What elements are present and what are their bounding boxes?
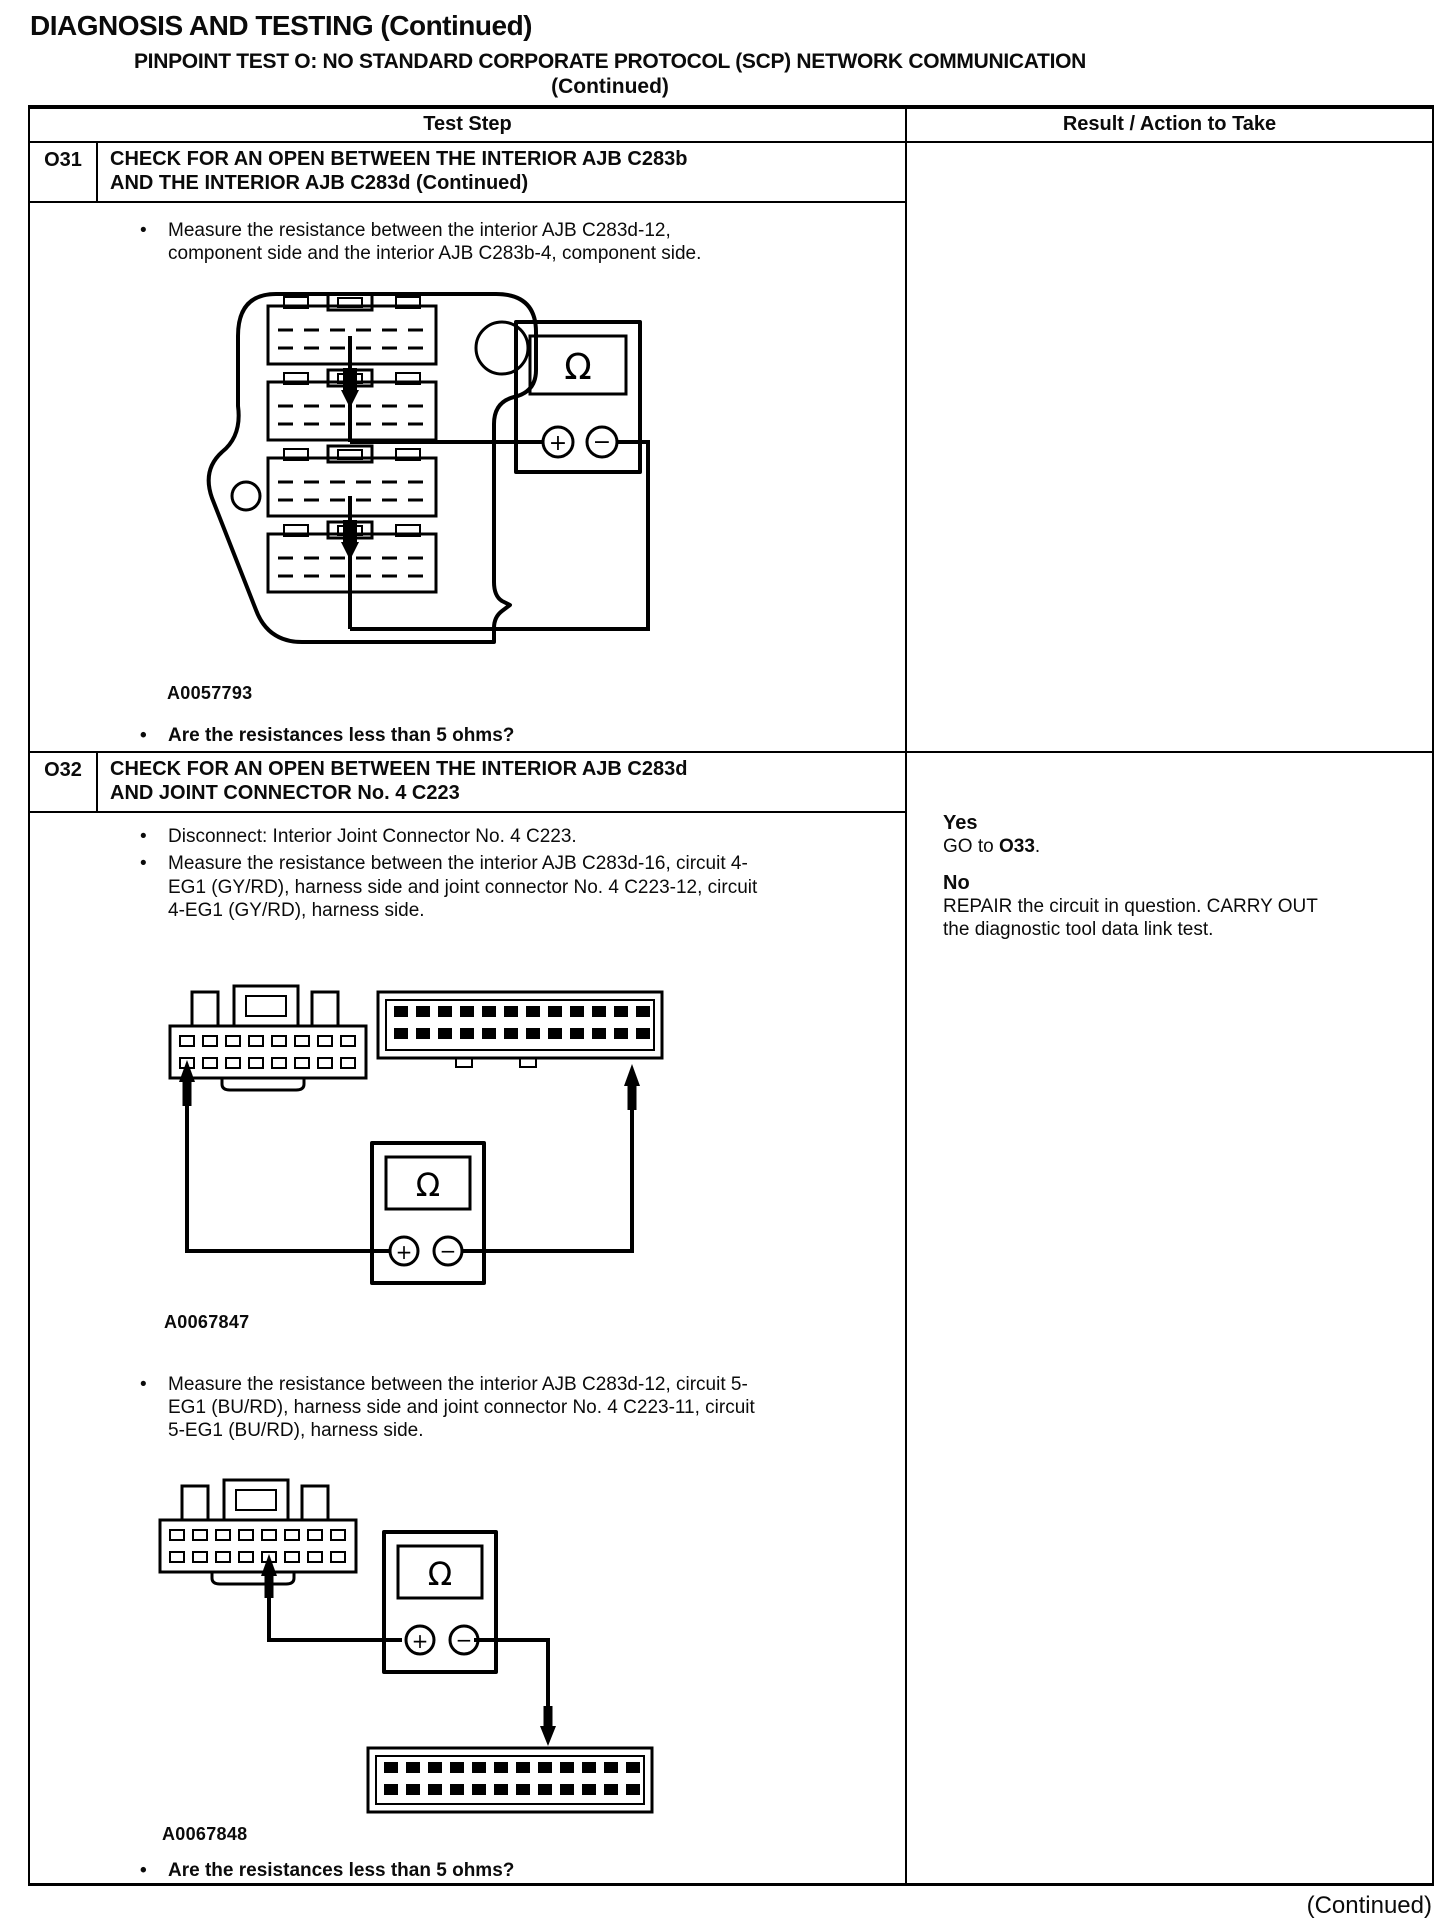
o31-instruction-text: Measure the resistance between the interior AJB C283d-12, component side and the interior AJB C283b-4, component side. bbox=[168, 220, 702, 265]
o32-measure1-text: Measure the resistance between the interior AJB C283d-16, circuit 4-EG1 (GY/RD), harness side and joint connector No. 4 C223-12, circuit 4-EG1 (GY/RD), harness side. bbox=[168, 853, 758, 921]
o32-step-content bbox=[30, 813, 905, 1882]
joint-pins-row1 bbox=[394, 1006, 650, 1017]
result-yes-target: O33 bbox=[998, 836, 1035, 858]
minus-symbol: − bbox=[455, 1628, 473, 1653]
o31-instruction-bullet bbox=[62, 219, 899, 265]
figure-label-a0057793: A0057793 bbox=[167, 682, 253, 703]
o32-title-line1: CHECK FOR AN OPEN BETWEEN THE INTERIOR AJB C283d bbox=[110, 758, 688, 780]
o31-header-band bbox=[30, 143, 905, 203]
plus-symbol: + bbox=[395, 1239, 413, 1264]
page-title: DIAGNOSIS AND TESTING (Continued) bbox=[30, 10, 532, 41]
result-no-block bbox=[943, 871, 1418, 942]
o32-question-text: Are the resistances less than 5 ohms? bbox=[168, 1860, 515, 1882]
o32-question-bullet bbox=[62, 1859, 899, 1882]
o31-question-text: Are the resistances less than 5 ohms? bbox=[168, 724, 515, 746]
pinpoint-test-table bbox=[28, 105, 1434, 1886]
plus-symbol: + bbox=[548, 430, 568, 456]
o32-step-title bbox=[98, 753, 905, 811]
o32-disconnect-text: Disconnect: Interior Joint Connector No. 4 C223. bbox=[168, 826, 577, 848]
o31-title-line2: AND THE INTERIOR AJB C283d (Continued) bbox=[110, 171, 529, 194]
diagram-connectors-ohmmeter-2 bbox=[150, 1470, 899, 1820]
probe-arrow-lower bbox=[341, 520, 359, 560]
result-yes-pre: GO to bbox=[943, 836, 999, 858]
probe-arrow-up bbox=[261, 1554, 277, 1598]
connector-pins-row1 bbox=[180, 1036, 355, 1046]
o31-title-line1: CHECK FOR AN OPEN BETWEEN THE INTERIOR AJB C283b bbox=[110, 148, 688, 170]
probe-arrow-left bbox=[179, 1060, 195, 1106]
o31-step-number: O31 bbox=[30, 143, 98, 201]
row-o31-test-step-cell bbox=[30, 141, 905, 751]
o32-disconnect-bullet bbox=[62, 825, 899, 848]
connector-pins-row2 bbox=[180, 1058, 355, 1068]
ohm-symbol: Ω bbox=[427, 1555, 453, 1594]
diagram-a0057793-svg bbox=[180, 284, 655, 674]
o32-title-line2: AND JOINT CONNECTOR No. 4 C223 bbox=[110, 781, 460, 804]
diagram-a0067848-svg bbox=[150, 1470, 670, 1815]
result-no-label: No bbox=[943, 871, 970, 894]
o32-measure1-bullet bbox=[62, 852, 899, 922]
o31-step-content bbox=[30, 203, 905, 747]
bullet-glyph: • bbox=[140, 1373, 147, 1395]
probe-arrow-down bbox=[540, 1706, 556, 1746]
ohmmeter bbox=[372, 1143, 484, 1283]
column-header-test-step: Test Step bbox=[423, 113, 512, 135]
bullet-glyph: • bbox=[140, 826, 147, 848]
joint-connector-c223 bbox=[378, 992, 662, 1067]
o32-header-band bbox=[30, 753, 905, 813]
test-leads bbox=[269, 1596, 548, 1710]
pinpoint-test-heading bbox=[40, 50, 1180, 99]
mounting-hole-large bbox=[476, 322, 528, 374]
page-continued-note: (Continued) bbox=[1306, 1891, 1432, 1919]
probe-arrow-upper bbox=[341, 368, 359, 408]
mounting-hole-small bbox=[232, 482, 260, 510]
result-yes-action bbox=[943, 835, 1418, 858]
fuse-panel-outline bbox=[209, 294, 536, 642]
o32-measure2-text: Measure the resistance between the interior AJB C283d-12, circuit 5-EG1 (BU/RD), harness side and joint connector No. 4 C223-11, circuit 5-EG1 (BU/RD), harness side. bbox=[168, 1373, 755, 1442]
connector-pins-row2 bbox=[170, 1552, 345, 1562]
ajb-harness-connector bbox=[160, 1480, 356, 1584]
connector-pins-row1 bbox=[170, 1530, 345, 1540]
ohm-symbol: Ω bbox=[415, 1165, 441, 1204]
ajb-harness-connector bbox=[170, 986, 366, 1090]
o31-step-title bbox=[98, 143, 905, 201]
diagram-a0067847-svg bbox=[160, 978, 670, 1303]
row-o31-result-cell bbox=[905, 141, 1432, 751]
joint-pins-row2 bbox=[384, 1784, 640, 1795]
bullet-glyph: • bbox=[140, 220, 147, 242]
column-header-result: Result / Action to Take bbox=[905, 109, 1432, 141]
joint-connector-c223 bbox=[368, 1748, 652, 1812]
o31-question-bullet bbox=[62, 724, 899, 747]
o32-measure2-bullet bbox=[62, 1373, 899, 1443]
figure-label-a0067847: A0067847 bbox=[164, 1311, 250, 1332]
ohm-symbol: Ω bbox=[564, 346, 592, 388]
figure-label-a0067848: A0067848 bbox=[162, 1824, 248, 1845]
pinpoint-test-continued: (Continued) bbox=[551, 75, 669, 98]
test-leads bbox=[187, 1104, 632, 1251]
ohmmeter bbox=[384, 1532, 496, 1672]
bullet-glyph: • bbox=[140, 724, 147, 746]
minus-symbol: − bbox=[592, 429, 612, 455]
probe-arrow-right bbox=[624, 1064, 640, 1110]
pinpoint-test-title: PINPOINT TEST O: NO STANDARD CORPORATE PROTOCOL (SCP) NETWORK COMMUNICATION bbox=[133, 50, 1087, 73]
result-no-action: REPAIR the circuit in question. CARRY OUT the diagnostic tool data link test. bbox=[943, 895, 1318, 941]
row-o32-test-step-cell bbox=[30, 751, 905, 1883]
joint-pins-row1 bbox=[384, 1762, 640, 1773]
minus-symbol: − bbox=[439, 1238, 457, 1263]
bullet-glyph: • bbox=[140, 853, 147, 875]
o32-step-number: O32 bbox=[30, 753, 98, 811]
bullet-glyph: • bbox=[140, 1860, 147, 1882]
row-o32-result-cell bbox=[905, 751, 1432, 1883]
joint-pins-row2 bbox=[394, 1028, 650, 1039]
diagram-connectors-ohmmeter-1 bbox=[160, 978, 899, 1308]
diagram-ajb-fuse-panel-ohmmeter bbox=[180, 284, 899, 679]
result-yes-post: . bbox=[1034, 836, 1041, 858]
result-yes-label: Yes bbox=[943, 812, 978, 834]
plus-symbol: + bbox=[411, 1629, 429, 1654]
